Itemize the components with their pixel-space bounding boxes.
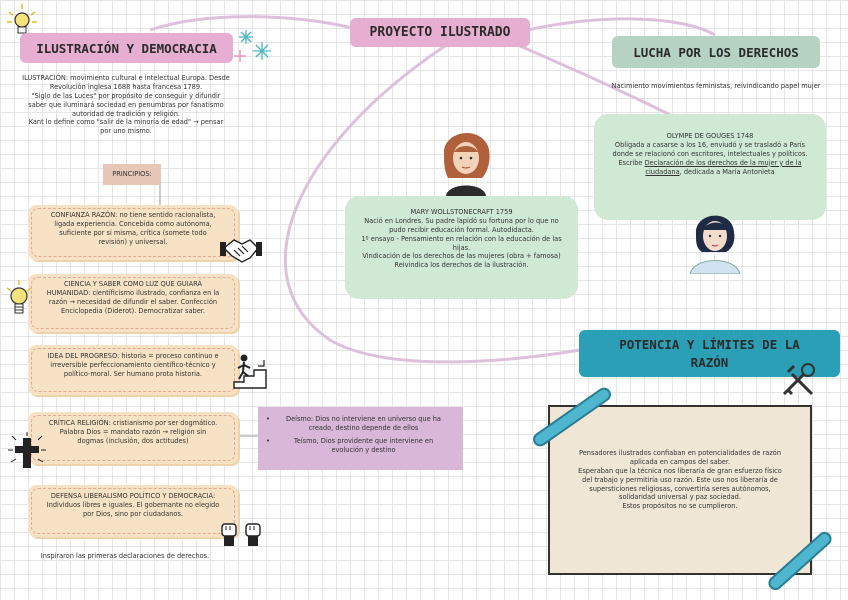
wollstonecraft-line: hijas. bbox=[452, 243, 471, 252]
religion-note bbox=[258, 407, 463, 470]
religion-note-line: creado, destino depende de ellos bbox=[308, 423, 419, 432]
ilustracion-footer: Inspiraron las primeras declaraciones de derechos. bbox=[40, 552, 210, 560]
principle-line: DEFENSA LIBERALISMO POLÍTICO Y DEMOCRACIA: bbox=[50, 492, 216, 500]
principle-line: CONFIANZA RAZÓN: no tiene sentido racionalista, bbox=[50, 211, 216, 219]
wollstonecraft-line: pudo recibir educación formal. Autodidacta. bbox=[389, 225, 534, 234]
wollstonecraft-line: Reivindica los derechos de la ilustración. bbox=[394, 261, 529, 270]
religion-note-line: Teísmo, Dios providente que interviene en bbox=[293, 436, 434, 445]
stairs-climber-icon bbox=[230, 352, 270, 392]
principios-label: PRINCIPIOS: bbox=[103, 164, 161, 185]
handshake-icon bbox=[220, 232, 262, 266]
gouges-line: Obligada a casarse a los 16, enviudó y se trasladó a París bbox=[614, 140, 806, 149]
potencia-title-line: RAZÓN bbox=[690, 354, 729, 370]
wollstonecraft-card bbox=[345, 196, 578, 299]
religion-note-line: evolución y destino bbox=[331, 445, 396, 454]
gouges-text: Escribe bbox=[618, 158, 643, 167]
ilustracion-line: saber que iluminará sociedad en penumbras por fanatismo bbox=[28, 100, 224, 109]
gouges-line bbox=[600, 168, 820, 177]
principle-line: suficiente por si misma, crítica (somete todo bbox=[59, 228, 207, 237]
wollstonecraft-portrait bbox=[438, 124, 494, 196]
gouges-text: , dedicada a María Antonieta bbox=[679, 167, 775, 176]
gouges-portrait bbox=[686, 204, 742, 274]
principle-line: por Dios, sino por ciudadanos. bbox=[82, 509, 184, 518]
gouges-line: donde se relacionó con escritores, intelectuales y políticos. bbox=[612, 149, 808, 158]
cross-icon bbox=[8, 432, 46, 472]
potencia-title-line: POTENCIA Y LÍMITES DE LA bbox=[619, 337, 800, 352]
ilustracion-line: por uno mismo. bbox=[100, 127, 152, 136]
fists-icon bbox=[218, 518, 264, 548]
ilustracion-line: Revolución inglesa 1688 hasta francesa 1789. bbox=[49, 82, 203, 91]
religion-note-line: Deísmo: Dios no interviene en universo que ha bbox=[286, 415, 441, 423]
ilustracion-description bbox=[8, 74, 244, 136]
gouges-book-title: Declaración de los derechos de la mujer y de la bbox=[644, 158, 802, 167]
gouges-book-title: ciudadana bbox=[645, 167, 680, 176]
tools-icon bbox=[778, 360, 818, 400]
potencia-line: Pensadores ilustrados confiaban en potencialidades de razón bbox=[578, 449, 782, 457]
lightbulb-icon bbox=[4, 278, 34, 322]
ilustracion-line: ILUSTRACIÓN: movimiento cultural e intelectual Europa. Desde bbox=[22, 74, 230, 82]
wollstonecraft-line: 1º ensayo - Pensamiento en relación con la educación de las bbox=[361, 234, 562, 243]
lucha-subtitle: Nacimiento movimientos feministas, reivindicando papel mujer bbox=[611, 82, 821, 90]
wollstonecraft-line: Vindicación de los derechos de las mujeres (obra + famosa) bbox=[362, 252, 561, 261]
wollstonecraft-name: MARY WOLLSTONECRAFT 1759 bbox=[410, 208, 513, 216]
gouges-line bbox=[600, 159, 820, 168]
principle-card-reason bbox=[28, 205, 238, 260]
wollstonecraft-line: Nació en Londres. Su padre lapidó su fortuna por lo que no bbox=[364, 216, 559, 225]
potencia-note bbox=[548, 405, 812, 575]
principle-line: irreversible perfeccionamiento científico-técnico y bbox=[50, 360, 216, 369]
ilustracion-line: Kant lo define como "salir de la minoría de edad" → pensar bbox=[28, 118, 224, 127]
ilustracion-line: "Siglo de las Luces" por propósito de conseguir y difundir bbox=[31, 91, 221, 100]
principle-line: Enciclopedia (Diderot). Democratizar saber. bbox=[61, 306, 205, 315]
potencia-line: del trabajo y permitiría uso razón. Este uso nos liberaría de bbox=[582, 475, 778, 484]
lucha-title: LUCHA POR LOS DERECHOS bbox=[612, 36, 820, 68]
principle-line: IDEA DEL PROGRESO: historia = proceso continuo e bbox=[47, 352, 219, 360]
principle-card-progress bbox=[28, 345, 238, 395]
potencia-line: solidaridad universal y paz sociedad. bbox=[619, 493, 741, 502]
ilustracion-line: autoridad de tradición y religión. bbox=[72, 109, 180, 118]
principle-line: Palabra Dios = mandato razón → religión sin bbox=[59, 427, 207, 436]
principle-line: ligada experiencia. Concebida como autónoma, bbox=[54, 219, 212, 228]
ilustracion-title: ILUSTRACIÓN Y DEMOCRACIA bbox=[20, 33, 233, 63]
religion-note-item: • Teísmo, Dios providente que interviene en evolución y destino bbox=[272, 437, 455, 455]
principle-line: dogmas (inclusión, dos actitudes) bbox=[77, 436, 189, 445]
potencia-line: Esperaban que la técnica nos liberaría de gran esfuerzo físico bbox=[578, 466, 782, 475]
sparkle-icon bbox=[232, 28, 272, 68]
principle-line: CRÍTICA RELIGIÓN: cristianismo por ser dogmático. bbox=[48, 419, 218, 427]
principle-line: HUMANIDAD: científicismo ilustrado, confianza en la bbox=[46, 288, 220, 297]
principle-line: razón → necesidad de difundir el saber. Confección bbox=[48, 297, 218, 306]
principle-line: Individuos libres e iguales. El gobernante no elegido bbox=[46, 500, 220, 509]
center-title: PROYECTO ILUSTRADO bbox=[350, 18, 530, 47]
principle-line: CIENCIA Y SABER COMO LUZ QUE GUIARÁ bbox=[63, 280, 203, 288]
principle-line: revisión) y universal. bbox=[98, 237, 168, 246]
potencia-line: supersticiones religiosas, convertiría seres autónomos, bbox=[589, 484, 771, 493]
principle-card-science bbox=[28, 274, 238, 332]
connector-center-right bbox=[528, 19, 715, 35]
potencia-line: aplicada en campos del saber. bbox=[629, 457, 731, 466]
principle-line: político-moral. Ser humano prota historia. bbox=[63, 369, 203, 378]
potencia-line: Estos propósitos no se cumplieron. bbox=[622, 502, 738, 511]
principle-card-religion bbox=[28, 412, 238, 464]
principle-card-liberalism bbox=[28, 485, 238, 537]
gouges-name: OLYMPE DE GOUGES 1748 bbox=[666, 132, 754, 140]
religion-note-item: • Deísmo: Dios no interviene en universo que ha creado, destino depende de ellos bbox=[272, 415, 455, 433]
